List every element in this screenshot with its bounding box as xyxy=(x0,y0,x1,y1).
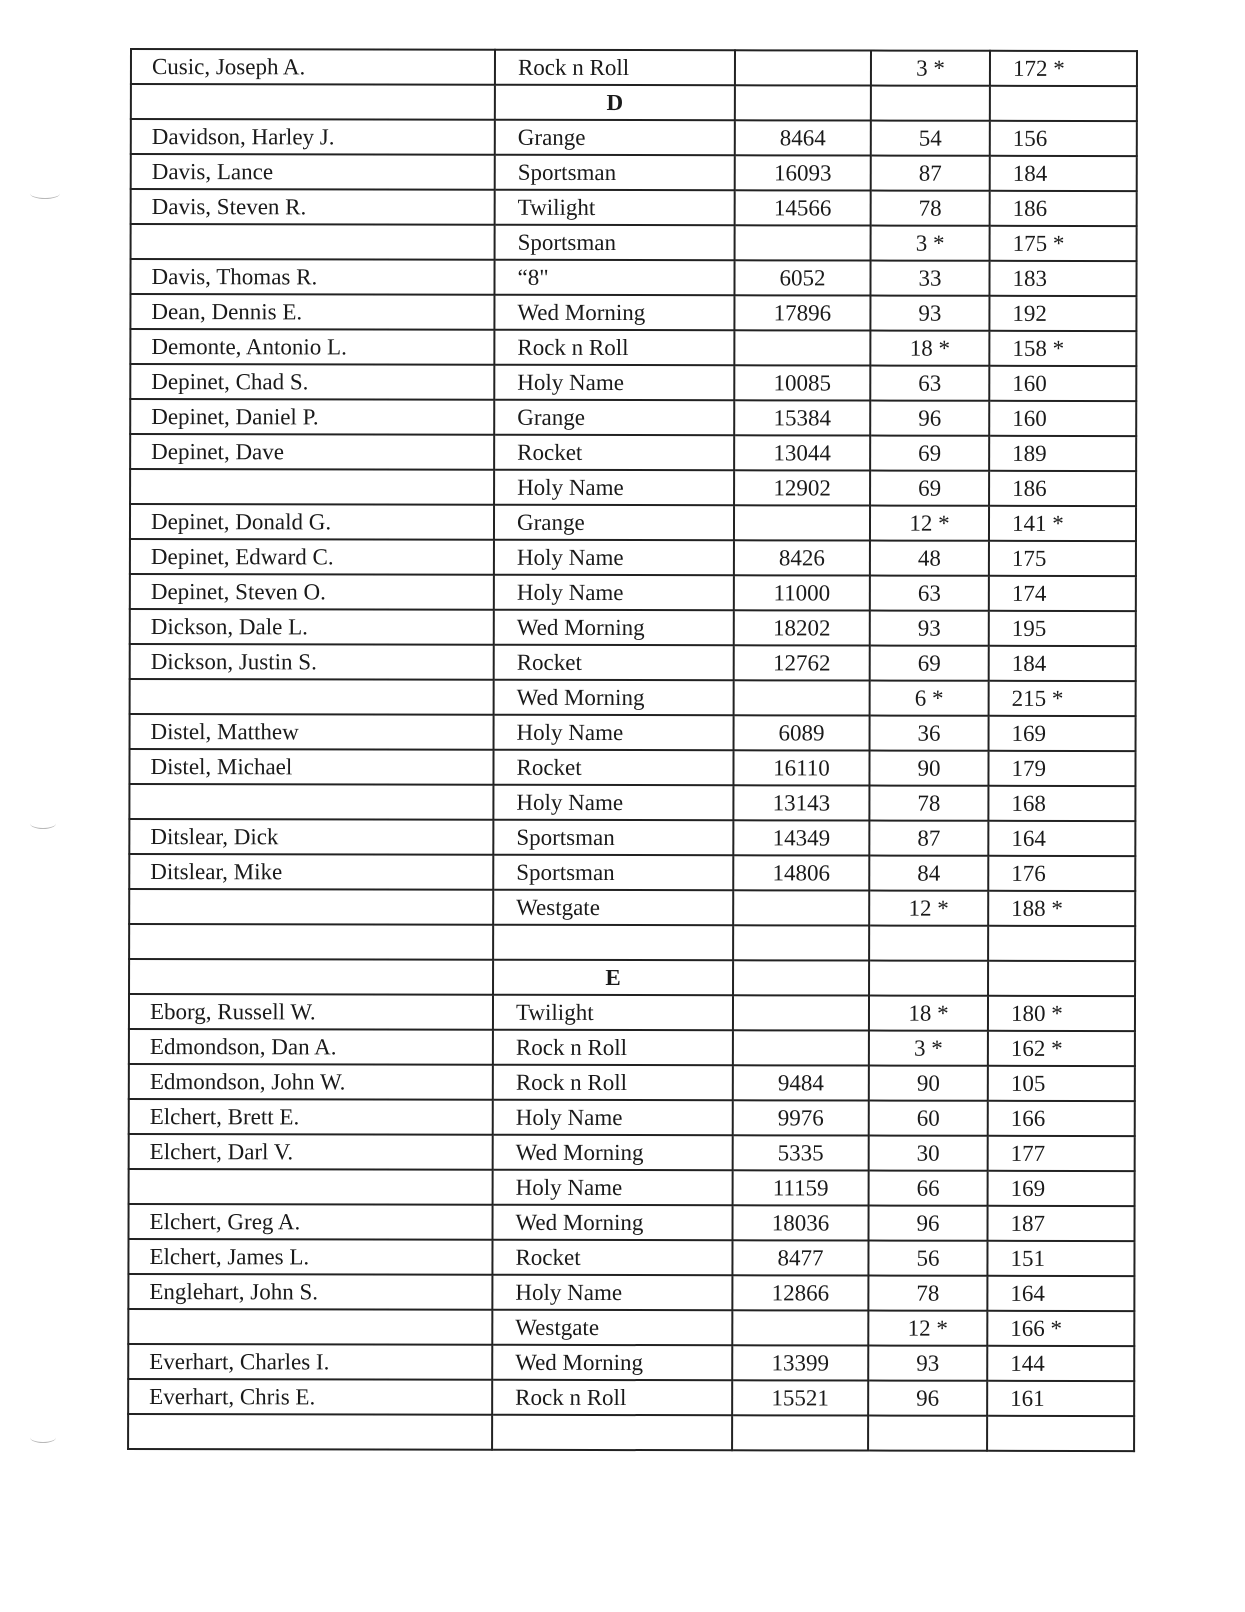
average-cell: 166 * xyxy=(987,1311,1134,1346)
bowler-name-cell: Edmondson, Dan A. xyxy=(129,1029,493,1065)
average-cell: 141 * xyxy=(989,506,1136,541)
table-row xyxy=(130,644,1136,681)
table-row xyxy=(129,924,1135,961)
bowler-name-cell xyxy=(128,1309,492,1345)
average-cell: 180 * xyxy=(988,996,1135,1031)
table-row xyxy=(129,1169,1135,1206)
table-row xyxy=(131,189,1137,226)
pins-cell: 14566 xyxy=(735,190,871,225)
games-cell: 90 xyxy=(869,751,988,786)
average-cell: 175 * xyxy=(990,226,1137,261)
pins-cell: 13143 xyxy=(733,785,869,820)
bowler-name-cell: Davis, Steven R. xyxy=(131,189,495,225)
league-cell: Holy Name xyxy=(493,1100,733,1136)
league-cell: Grange xyxy=(494,505,734,541)
empty-cell xyxy=(129,959,493,995)
league-cell: Wed Morning xyxy=(493,1135,733,1171)
pins-cell: 6052 xyxy=(734,260,870,295)
average-cell: 184 xyxy=(990,156,1137,191)
table-row xyxy=(130,294,1136,331)
average-cell: 179 xyxy=(988,751,1135,786)
average-cell: 160 xyxy=(989,366,1136,401)
league-cell: Twilight xyxy=(493,995,733,1031)
average-cell: 177 xyxy=(988,1136,1135,1171)
bowler-name-cell xyxy=(131,224,495,260)
average-cell: 169 xyxy=(989,716,1136,751)
pins-cell: 17896 xyxy=(734,295,870,330)
league-cell: Holy Name xyxy=(494,365,734,401)
pins-cell: 14349 xyxy=(733,820,869,855)
pins-cell xyxy=(735,50,871,85)
games-cell: 12 * xyxy=(868,1311,987,1346)
table-row xyxy=(129,854,1135,891)
pins-cell: 16110 xyxy=(733,750,869,785)
average-cell: 188 * xyxy=(988,891,1135,926)
bowler-name-cell: Davis, Thomas R. xyxy=(130,259,494,295)
section-letter: D xyxy=(495,85,735,121)
bowler-name-cell: Depinet, Dave xyxy=(130,434,494,470)
games-cell: 54 xyxy=(871,121,990,156)
bowler-name-cell: Englehart, John S. xyxy=(128,1274,492,1310)
league-cell: Sportsman xyxy=(493,820,733,856)
pins-cell: 16093 xyxy=(735,155,871,190)
empty-cell xyxy=(733,960,869,995)
table-row xyxy=(128,1309,1134,1346)
pins-cell: 14806 xyxy=(733,855,869,890)
league-cell: Wed Morning xyxy=(492,1345,732,1381)
bowler-name-cell: Ditslear, Dick xyxy=(129,819,493,855)
pins-cell xyxy=(732,1310,868,1345)
bowler-name-cell: Eborg, Russell W. xyxy=(129,994,493,1030)
average-cell: 161 xyxy=(987,1381,1134,1416)
games-cell: 69 xyxy=(870,471,989,506)
section-letter: E xyxy=(493,960,733,996)
bowler-name-cell: Depinet, Edward C. xyxy=(130,539,494,575)
table-row xyxy=(130,574,1136,611)
pins-cell: 13399 xyxy=(732,1345,868,1380)
scan-mark xyxy=(30,188,60,199)
league-cell: Rocket xyxy=(492,1240,732,1276)
bowler-name-cell: Davidson, Harley J. xyxy=(131,119,495,155)
table-row xyxy=(129,749,1135,786)
games-cell: 56 xyxy=(868,1241,987,1276)
bowler-name-cell: Demonte, Antonio L. xyxy=(130,329,494,365)
league-cell: Holy Name xyxy=(492,1275,732,1311)
average-cell: 186 xyxy=(989,471,1136,506)
table-row xyxy=(130,679,1136,716)
bowler-name-cell xyxy=(129,1169,493,1205)
pins-cell xyxy=(735,225,871,260)
empty-cell xyxy=(871,86,990,121)
games-cell: 66 xyxy=(869,1171,988,1206)
roster-table-body xyxy=(128,49,1137,1451)
pins-cell: 12902 xyxy=(734,470,870,505)
pins-cell xyxy=(733,925,869,960)
games-cell: 63 xyxy=(870,576,989,611)
pins-cell: 11000 xyxy=(734,575,870,610)
table-row xyxy=(130,364,1136,401)
average-cell: 187 xyxy=(988,1206,1135,1241)
average-cell: 195 xyxy=(989,611,1136,646)
league-cell: Wed Morning xyxy=(493,1205,733,1241)
bowler-name-cell: Davis, Lance xyxy=(131,154,495,190)
pins-cell: 18036 xyxy=(733,1205,869,1240)
table-row xyxy=(130,329,1136,366)
bowler-name-cell: Depinet, Daniel P. xyxy=(130,399,494,435)
bowler-name-cell: Dickson, Dale L. xyxy=(130,609,494,645)
average-cell: 158 * xyxy=(989,331,1136,366)
pins-cell: 12866 xyxy=(732,1275,868,1310)
bowler-name-cell: Depinet, Donald G. xyxy=(130,504,494,540)
pins-cell xyxy=(733,890,869,925)
table-row xyxy=(128,1239,1134,1276)
table-row xyxy=(130,434,1136,471)
games-cell: 96 xyxy=(869,1206,988,1241)
games-cell: 30 xyxy=(869,1136,988,1171)
games-cell: 78 xyxy=(868,1276,987,1311)
table-row xyxy=(130,539,1136,576)
table-row xyxy=(129,1204,1135,1241)
average-cell: 175 xyxy=(989,541,1136,576)
league-cell: Rocket xyxy=(494,645,734,681)
bowler-name-cell: Elchert, Darl V. xyxy=(129,1134,493,1170)
league-cell: Rock n Roll xyxy=(493,1065,733,1101)
league-cell: Rock n Roll xyxy=(493,1030,733,1066)
games-cell: 33 xyxy=(870,261,989,296)
league-cell: Wed Morning xyxy=(494,295,734,331)
games-cell: 12 * xyxy=(870,506,989,541)
average-cell: 176 xyxy=(988,856,1135,891)
table-row xyxy=(130,504,1136,541)
average-cell: 164 xyxy=(988,821,1135,856)
games-cell xyxy=(868,1416,987,1451)
league-cell: Wed Morning xyxy=(494,610,734,646)
empty-cell xyxy=(988,961,1135,996)
average-cell: 156 xyxy=(990,121,1137,156)
games-cell: 84 xyxy=(869,856,988,891)
bowler-name-cell: Depinet, Chad S. xyxy=(130,364,494,400)
table-row xyxy=(129,1099,1135,1136)
average-cell: 105 xyxy=(988,1066,1135,1101)
pins-cell: 15384 xyxy=(734,400,870,435)
games-cell: 48 xyxy=(870,541,989,576)
bowler-name-cell: Distel, Matthew xyxy=(130,714,494,750)
table-row xyxy=(130,609,1136,646)
table-row xyxy=(129,994,1135,1031)
bowler-name-cell xyxy=(129,784,493,820)
table-row xyxy=(129,1029,1135,1066)
games-cell: 78 xyxy=(871,191,990,226)
bowler-name-cell: Everhart, Charles I. xyxy=(128,1344,492,1380)
bowler-name-cell: Cusic, Joseph A. xyxy=(131,49,495,85)
average-cell xyxy=(988,926,1135,961)
empty-cell xyxy=(990,86,1137,121)
pins-cell xyxy=(734,505,870,540)
average-cell: 192 xyxy=(989,296,1136,331)
games-cell: 3 * xyxy=(871,226,990,261)
games-cell: 60 xyxy=(869,1101,988,1136)
empty-cell xyxy=(131,84,495,120)
bowler-name-cell: Distel, Michael xyxy=(129,749,493,785)
bowler-name-cell xyxy=(130,679,494,715)
pins-cell: 9484 xyxy=(733,1065,869,1100)
bowler-name-cell: Dickson, Justin S. xyxy=(130,644,494,680)
league-cell: Holy Name xyxy=(494,470,734,506)
bowler-name-cell: Ditslear, Mike xyxy=(129,854,493,890)
table-row xyxy=(130,469,1136,506)
games-cell: 93 xyxy=(868,1346,987,1381)
average-cell: 215 * xyxy=(989,681,1136,716)
average-cell: 144 xyxy=(987,1346,1134,1381)
average-cell: 160 xyxy=(989,401,1136,436)
bowler-name-cell: Edmondson, John W. xyxy=(129,1064,493,1100)
league-cell xyxy=(493,925,733,961)
league-cell: Westgate xyxy=(493,890,733,926)
games-cell: 90 xyxy=(869,1066,988,1101)
average-cell: 166 xyxy=(988,1101,1135,1136)
empty-cell xyxy=(735,85,871,120)
pins-cell: 13044 xyxy=(734,435,870,470)
table-row xyxy=(129,819,1135,856)
pins-cell: 8426 xyxy=(734,540,870,575)
scan-mark xyxy=(30,818,56,829)
pins-cell: 10085 xyxy=(734,365,870,400)
league-cell: Grange xyxy=(494,400,734,436)
league-cell: Rocket xyxy=(494,435,734,471)
games-cell: 93 xyxy=(870,611,989,646)
games-cell: 87 xyxy=(869,821,988,856)
league-cell: Holy Name xyxy=(493,785,733,821)
pins-cell xyxy=(733,1030,869,1065)
average-cell: 164 xyxy=(987,1276,1134,1311)
pins-cell: 5335 xyxy=(733,1135,869,1170)
table-row xyxy=(129,1134,1135,1171)
table-row xyxy=(129,784,1135,821)
bowler-name-cell xyxy=(129,889,493,925)
table-row xyxy=(128,1274,1134,1311)
pins-cell: 15521 xyxy=(732,1380,868,1415)
games-cell xyxy=(869,926,988,961)
roster-table xyxy=(127,48,1138,1452)
games-cell: 18 * xyxy=(869,996,988,1031)
table-row xyxy=(128,1344,1134,1381)
table-row xyxy=(131,154,1137,191)
league-cell: Westgate xyxy=(492,1310,732,1346)
table-row xyxy=(131,119,1137,156)
bowler-name-cell: Elchert, Brett E. xyxy=(129,1099,493,1135)
table-row xyxy=(131,224,1137,261)
games-cell: 96 xyxy=(868,1381,987,1416)
scan-mark xyxy=(30,1432,56,1443)
bowler-name-cell xyxy=(128,1414,492,1450)
average-cell: 151 xyxy=(987,1241,1134,1276)
bowler-name-cell: Everhart, Chris E. xyxy=(128,1379,492,1415)
games-cell: 69 xyxy=(870,646,989,681)
average-cell: 172 * xyxy=(990,51,1137,86)
games-cell: 63 xyxy=(870,366,989,401)
pins-cell xyxy=(734,330,870,365)
games-cell: 93 xyxy=(870,296,989,331)
league-cell: Holy Name xyxy=(494,575,734,611)
table-row xyxy=(130,714,1136,751)
section-header-row xyxy=(131,84,1137,121)
pins-cell: 6089 xyxy=(734,715,870,750)
average-cell: 184 xyxy=(989,646,1136,681)
average-cell: 168 xyxy=(988,786,1135,821)
league-cell: Twilight xyxy=(495,190,735,226)
league-cell: Sportsman xyxy=(495,155,735,191)
pins-cell: 11159 xyxy=(733,1170,869,1205)
average-cell xyxy=(987,1416,1134,1451)
pins-cell xyxy=(734,680,870,715)
league-cell: Holy Name xyxy=(493,1170,733,1206)
pins-cell xyxy=(733,995,869,1030)
league-cell: Rock n Roll xyxy=(495,50,735,86)
bowler-name-cell xyxy=(129,924,493,960)
games-cell: 3 * xyxy=(871,51,990,86)
pins-cell: 8464 xyxy=(735,120,871,155)
pins-cell: 9976 xyxy=(733,1100,869,1135)
league-cell: Sportsman xyxy=(493,855,733,891)
league-cell: Sportsman xyxy=(495,225,735,261)
empty-cell xyxy=(869,961,988,996)
league-cell: Holy Name xyxy=(494,715,734,751)
bowler-name-cell: Elchert, Greg A. xyxy=(129,1204,493,1240)
table-row xyxy=(128,1379,1134,1416)
games-cell: 36 xyxy=(870,716,989,751)
bowler-name-cell xyxy=(130,469,494,505)
league-cell: Grange xyxy=(495,120,735,156)
table-row xyxy=(129,889,1135,926)
league-cell: “8" xyxy=(494,260,734,296)
average-cell: 183 xyxy=(989,261,1136,296)
games-cell: 6 * xyxy=(870,681,989,716)
games-cell: 3 * xyxy=(869,1031,988,1066)
average-cell: 169 xyxy=(988,1171,1135,1206)
games-cell: 18 * xyxy=(870,331,989,366)
league-cell: Rocket xyxy=(493,750,733,786)
pins-cell: 8477 xyxy=(732,1240,868,1275)
table-row xyxy=(130,399,1136,436)
league-cell: Rock n Roll xyxy=(494,330,734,366)
pins-cell xyxy=(732,1415,868,1450)
section-header-row xyxy=(129,959,1135,996)
average-cell: 174 xyxy=(989,576,1136,611)
bowler-name-cell: Elchert, James L. xyxy=(128,1239,492,1275)
league-cell: Wed Morning xyxy=(494,680,734,716)
table-row xyxy=(130,259,1136,296)
pins-cell: 18202 xyxy=(734,610,870,645)
table-row xyxy=(128,1414,1134,1451)
games-cell: 12 * xyxy=(869,891,988,926)
games-cell: 96 xyxy=(870,401,989,436)
average-cell: 162 * xyxy=(988,1031,1135,1066)
bowler-name-cell: Depinet, Steven O. xyxy=(130,574,494,610)
bowler-name-cell: Dean, Dennis E. xyxy=(130,294,494,330)
table-row xyxy=(131,49,1137,86)
average-cell: 186 xyxy=(990,191,1137,226)
games-cell: 78 xyxy=(869,786,988,821)
average-cell: 189 xyxy=(989,436,1136,471)
pins-cell: 12762 xyxy=(734,645,870,680)
games-cell: 69 xyxy=(870,436,989,471)
league-cell xyxy=(492,1415,732,1451)
games-cell: 87 xyxy=(871,156,990,191)
league-cell: Rock n Roll xyxy=(492,1380,732,1416)
league-cell: Holy Name xyxy=(494,540,734,576)
table-row xyxy=(129,1064,1135,1101)
